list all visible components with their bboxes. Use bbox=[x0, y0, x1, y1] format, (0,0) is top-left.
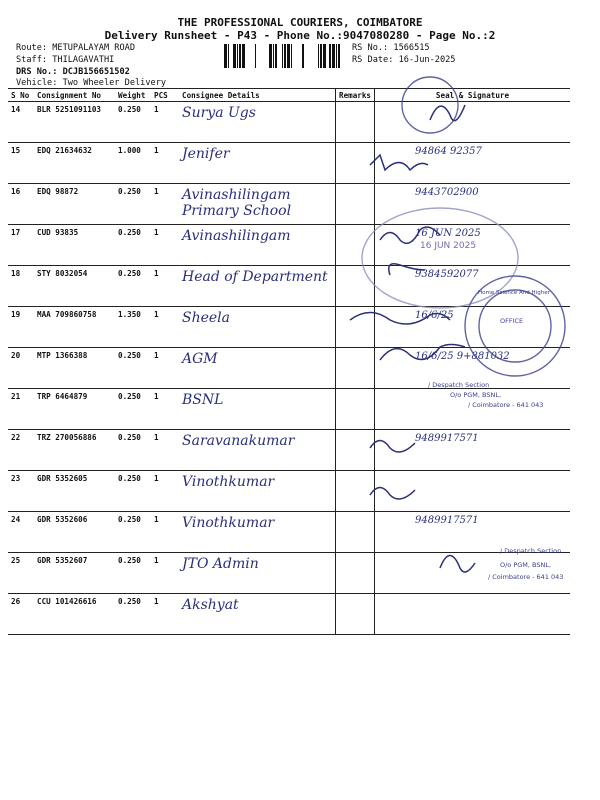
cell-consignment-no: TRZ 270056886 bbox=[34, 430, 115, 471]
cell-consignee: Vinothkumar bbox=[179, 471, 336, 512]
cell-weight: 0.250 bbox=[115, 471, 151, 512]
cell-remarks bbox=[336, 471, 375, 512]
barcode-bar bbox=[269, 44, 272, 68]
cell-pcs: 1 bbox=[151, 471, 179, 512]
cell-remarks bbox=[336, 553, 375, 594]
barcode-bar bbox=[228, 44, 229, 68]
cell-pcs: 1 bbox=[151, 184, 179, 225]
col-sno: S No bbox=[8, 89, 34, 102]
date-stamp-text: 16 JUN 2025 bbox=[420, 241, 477, 251]
cell-sno: 15 bbox=[8, 143, 34, 184]
cell-consignment-no: BLR 5251091103 bbox=[34, 102, 115, 143]
barcode-bar bbox=[332, 44, 335, 68]
cell-seal-signature bbox=[375, 594, 570, 635]
cell-seal-signature: 9384592077 bbox=[375, 266, 570, 307]
barcode-bar bbox=[287, 44, 290, 68]
cell-weight: 1.350 bbox=[115, 307, 151, 348]
cell-seal-signature: 9489917571 bbox=[375, 512, 570, 553]
col-consignment: Consignment No bbox=[34, 89, 115, 102]
cell-seal-signature bbox=[375, 102, 570, 143]
cell-sno: 18 bbox=[8, 266, 34, 307]
barcode-bar bbox=[237, 44, 238, 68]
cell-pcs: 1 bbox=[151, 307, 179, 348]
table-row bbox=[8, 471, 570, 512]
runsheet-table bbox=[8, 88, 570, 635]
cell-seal-signature bbox=[375, 471, 570, 512]
cell-consignee: Akshyat bbox=[179, 594, 336, 635]
cell-seal-signature: 94864 92357 bbox=[375, 143, 570, 184]
cell-sno: 17 bbox=[8, 225, 34, 266]
cell-consignment-no: TRP 6464879 bbox=[34, 389, 115, 430]
runsheet-subtitle: Delivery Runsheet - P43 - Phone No.:9047080280 - Page No.:2 bbox=[104, 29, 496, 42]
cell-remarks bbox=[336, 266, 375, 307]
despatch-stamp-25-line2: O/o PGM, BSNL, bbox=[500, 561, 552, 569]
cell-weight: 0.250 bbox=[115, 184, 151, 225]
office-stamp-line2: OFFICE bbox=[500, 317, 524, 325]
cell-remarks bbox=[336, 389, 375, 430]
table-header-row bbox=[8, 89, 570, 102]
office-stamp-line1: Home Science And Higher bbox=[478, 290, 550, 296]
cell-consignment-no: EDQ 21634632 bbox=[34, 143, 115, 184]
route-label: Route: METUPALAYAM ROAD bbox=[16, 43, 135, 53]
barcode-bar bbox=[318, 44, 319, 68]
cell-pcs: 1 bbox=[151, 430, 179, 471]
table-row bbox=[8, 430, 570, 471]
document-title: THE PROFESSIONAL COURIERS, COIMBATORE bbox=[177, 16, 423, 29]
cell-weight: 0.250 bbox=[115, 594, 151, 635]
drs-number: DRS No.: DCJB156651502 bbox=[16, 67, 130, 77]
cell-seal-signature: 9489917571 bbox=[375, 430, 570, 471]
barcode-bar bbox=[302, 44, 304, 68]
table-row bbox=[8, 512, 570, 553]
table-row bbox=[8, 184, 570, 225]
barcode-image bbox=[224, 44, 344, 68]
cell-seal-signature: 9443702900 bbox=[375, 184, 570, 225]
cell-consignee: Avinashilingam bbox=[179, 225, 336, 266]
cell-consignee: Sheela bbox=[179, 307, 336, 348]
cell-remarks bbox=[336, 102, 375, 143]
despatch-stamp-line2: O/o PGM, BSNL, bbox=[450, 391, 502, 399]
cell-remarks bbox=[336, 512, 375, 553]
rs-number: RS No.: 1566515 bbox=[352, 43, 430, 53]
cell-remarks bbox=[336, 348, 375, 389]
cell-remarks bbox=[336, 307, 375, 348]
cell-sno: 14 bbox=[8, 102, 34, 143]
cell-consignee: Head of Department bbox=[179, 266, 336, 307]
cell-consignee: Vinothkumar bbox=[179, 512, 336, 553]
cell-consignment-no: GDR 5352605 bbox=[34, 471, 115, 512]
cell-weight: 0.250 bbox=[115, 553, 151, 594]
cell-consignee: BSNL bbox=[179, 389, 336, 430]
cell-sno: 22 bbox=[8, 430, 34, 471]
staff-label: Staff: THILAGAVATHI bbox=[16, 55, 115, 65]
barcode-bar bbox=[273, 44, 274, 68]
cell-weight: 0.250 bbox=[115, 225, 151, 266]
barcode-bar bbox=[224, 44, 227, 68]
table-row bbox=[8, 225, 570, 266]
cell-consignment-no: CUD 93835 bbox=[34, 225, 115, 266]
table-row bbox=[8, 553, 570, 594]
cell-seal-signature: 16/6/25 bbox=[375, 307, 570, 348]
barcode-bar bbox=[338, 44, 340, 68]
cell-weight: 1.000 bbox=[115, 143, 151, 184]
col-seal-signature: Seal & Signature bbox=[375, 89, 570, 102]
cell-consignment-no: GDR 5352607 bbox=[34, 553, 115, 594]
cell-consignee: AGM bbox=[179, 348, 336, 389]
cell-sno: 16 bbox=[8, 184, 34, 225]
cell-pcs: 1 bbox=[151, 553, 179, 594]
cell-pcs: 1 bbox=[151, 102, 179, 143]
barcode-bar bbox=[239, 44, 241, 68]
cell-sno: 26 bbox=[8, 594, 34, 635]
barcode-bar bbox=[336, 44, 337, 68]
cell-weight: 0.250 bbox=[115, 430, 151, 471]
col-pcs: PCS bbox=[151, 89, 179, 102]
despatch-stamp-line1: / Despatch Section bbox=[428, 381, 490, 389]
cell-consignee: Jenifer bbox=[179, 143, 336, 184]
rs-date: RS Date: 16-Jun-2025 bbox=[352, 55, 456, 65]
despatch-stamp-25-line1: / Despatch Section bbox=[500, 547, 562, 555]
cell-weight: 0.250 bbox=[115, 266, 151, 307]
cell-consignment-no: MAA 709860758 bbox=[34, 307, 115, 348]
cell-sno: 19 bbox=[8, 307, 34, 348]
cell-remarks bbox=[336, 430, 375, 471]
cell-weight: 0.250 bbox=[115, 102, 151, 143]
cell-weight: 0.250 bbox=[115, 512, 151, 553]
col-consignee: Consignee Details bbox=[179, 89, 336, 102]
cell-pcs: 1 bbox=[151, 512, 179, 553]
cell-consignee: JTO Admin bbox=[179, 553, 336, 594]
cell-pcs: 1 bbox=[151, 594, 179, 635]
barcode-bar bbox=[282, 44, 283, 68]
cell-weight: 0.250 bbox=[115, 348, 151, 389]
cell-consignee: Saravanakumar bbox=[179, 430, 336, 471]
cell-pcs: 1 bbox=[151, 266, 179, 307]
barcode-bar bbox=[323, 44, 326, 68]
cell-remarks bbox=[336, 184, 375, 225]
cell-consignment-no: STY 8032054 bbox=[34, 266, 115, 307]
col-weight: Weight bbox=[115, 89, 151, 102]
table-row bbox=[8, 102, 570, 143]
col-remarks: Remarks bbox=[336, 89, 375, 102]
cell-pcs: 1 bbox=[151, 225, 179, 266]
cell-consignment-no: EDQ 98872 bbox=[34, 184, 115, 225]
barcode-bar bbox=[242, 44, 245, 68]
cell-seal-signature: 16/6/25 9+881032 bbox=[375, 348, 570, 389]
cell-sno: 24 bbox=[8, 512, 34, 553]
barcode-bar bbox=[255, 44, 256, 68]
cell-sno: 23 bbox=[8, 471, 34, 512]
despatch-stamp-line3: / Coimbatore - 641 043 bbox=[468, 401, 544, 409]
barcode-bar bbox=[291, 44, 292, 68]
table-row bbox=[8, 266, 570, 307]
cell-consignment-no: MTP 1366388 bbox=[34, 348, 115, 389]
cell-pcs: 1 bbox=[151, 143, 179, 184]
cell-pcs: 1 bbox=[151, 389, 179, 430]
cell-sno: 21 bbox=[8, 389, 34, 430]
cell-sno: 25 bbox=[8, 553, 34, 594]
cell-sno: 20 bbox=[8, 348, 34, 389]
table-row bbox=[8, 594, 570, 635]
barcode-bar bbox=[329, 44, 331, 68]
despatch-stamp-25-line3: / Coimbatore - 641 043 bbox=[488, 573, 564, 581]
vehicle-label: Vehicle: Two Wheeler Delivery bbox=[16, 78, 167, 88]
cell-seal-signature: 16 JUN 2025 bbox=[375, 225, 570, 266]
cell-consignee: Surya Ugs bbox=[179, 102, 336, 143]
cell-remarks bbox=[336, 594, 375, 635]
cell-consignee: Avinashilingam Primary School bbox=[179, 184, 336, 225]
cell-remarks bbox=[336, 225, 375, 266]
cell-pcs: 1 bbox=[151, 348, 179, 389]
barcode-bar bbox=[320, 44, 322, 68]
cell-consignment-no: GDR 5352606 bbox=[34, 512, 115, 553]
barcode-bar bbox=[284, 44, 286, 68]
cell-consignment-no: CCU 101426616 bbox=[34, 594, 115, 635]
cell-weight: 0.250 bbox=[115, 389, 151, 430]
table-row bbox=[8, 143, 570, 184]
barcode-bar bbox=[275, 44, 277, 68]
table-row bbox=[8, 307, 570, 348]
barcode-bar bbox=[233, 44, 236, 68]
cell-remarks bbox=[336, 143, 375, 184]
